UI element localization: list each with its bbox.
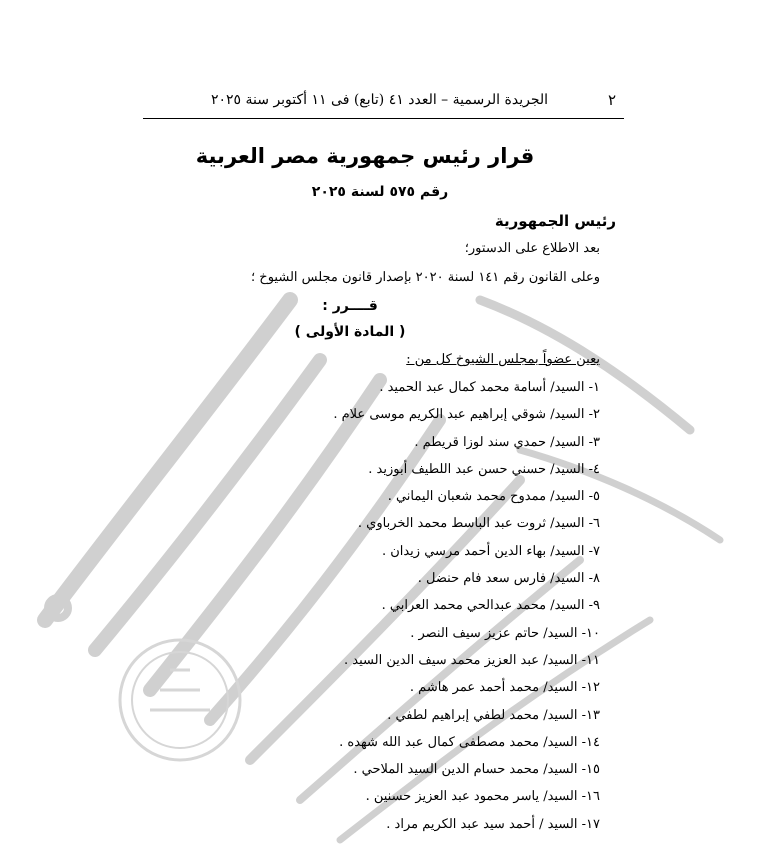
president-heading: رئيس الجمهورية (494, 212, 616, 230)
preamble-line: بعد الاطلاع على الدستور؛ (464, 241, 600, 256)
member-item: ١- السيد/ أسامة محمد كمال عبد الحميد . (379, 380, 600, 395)
member-item: ٩- السيد/ محمد عبدالحي محمد العرابي . (381, 598, 600, 614)
member-item: ٢- السيد/ شوقي إبراهيم عبد الكريم موسى علام . (333, 407, 600, 423)
member-item: ١٠- السيد/ حاتم عزيز سيف النصر . (410, 625, 600, 641)
member-item: ١٦- السيد/ ياسر محمود عبد العزيز حسنين . (365, 789, 600, 805)
member-item: ١٢- السيد/ محمد أحمد عمر هاشم . (409, 680, 600, 696)
article-heading: ( المادة الأولى ) (294, 324, 406, 340)
header-text: الجريدة الرسمية – العدد ٤١ (تابع) فى ١١ أكتوبر سنة ٢٠٢٥ (211, 92, 549, 108)
preamble-line: وعلى القانون رقم ١٤١ لسنة ٢٠٢٠ بإصدار قانون مجلس الشيوخ ؛ (251, 270, 600, 285)
decree-number: رقم ٥٧٥ لسنة ٢٠٢٥ (311, 184, 449, 200)
member-item: ٥- السيد/ ممدوح محمد شعبان اليماني . (387, 489, 600, 505)
decree-title: قرار رئيس جمهورية مصر العربية (195, 144, 535, 168)
decided-heading: قــــرر : (322, 298, 378, 314)
member-item: ٤- السيد/ حسني حسن عبد اللطيف أبوزيد . (368, 461, 600, 477)
page-number: ٢ (607, 91, 616, 109)
page-header (143, 88, 624, 119)
members-list (333, 378, 600, 842)
member-item: ٦- السيد/ ثروت عبد الباسط محمد الخرباوي . (357, 516, 600, 532)
member-item: ٨- السيد/ فارس سعد فام حنضل . (417, 571, 600, 587)
member-item: ١٤- السيد/ محمد مصطفى كمال عبد الله شهده . (339, 734, 600, 750)
member-item: ١٣- السيد/ محمد لطفي إبراهيم لطفي . (387, 707, 600, 723)
member-item: ١١- السيد/ عبد العزيز محمد سيف الدين السيد . (344, 652, 600, 668)
appoint-text-label: يعين عضواً بمجلس الشيوخ كل من : (406, 352, 600, 367)
appoint-text (406, 352, 600, 367)
member-item: ١٧- السيد / أحمد سيد عبد الكريم مراد . (386, 816, 600, 832)
member-item: ٣- السيد/ حمدي سند لوزا قريطم . (414, 434, 600, 450)
member-item: ٧- السيد/ بهاء الدين أحمد مرسي زيدان . (381, 543, 600, 559)
member-item: ١٥- السيد/ محمد حسام الدين السيد الملاحي . (353, 762, 600, 778)
